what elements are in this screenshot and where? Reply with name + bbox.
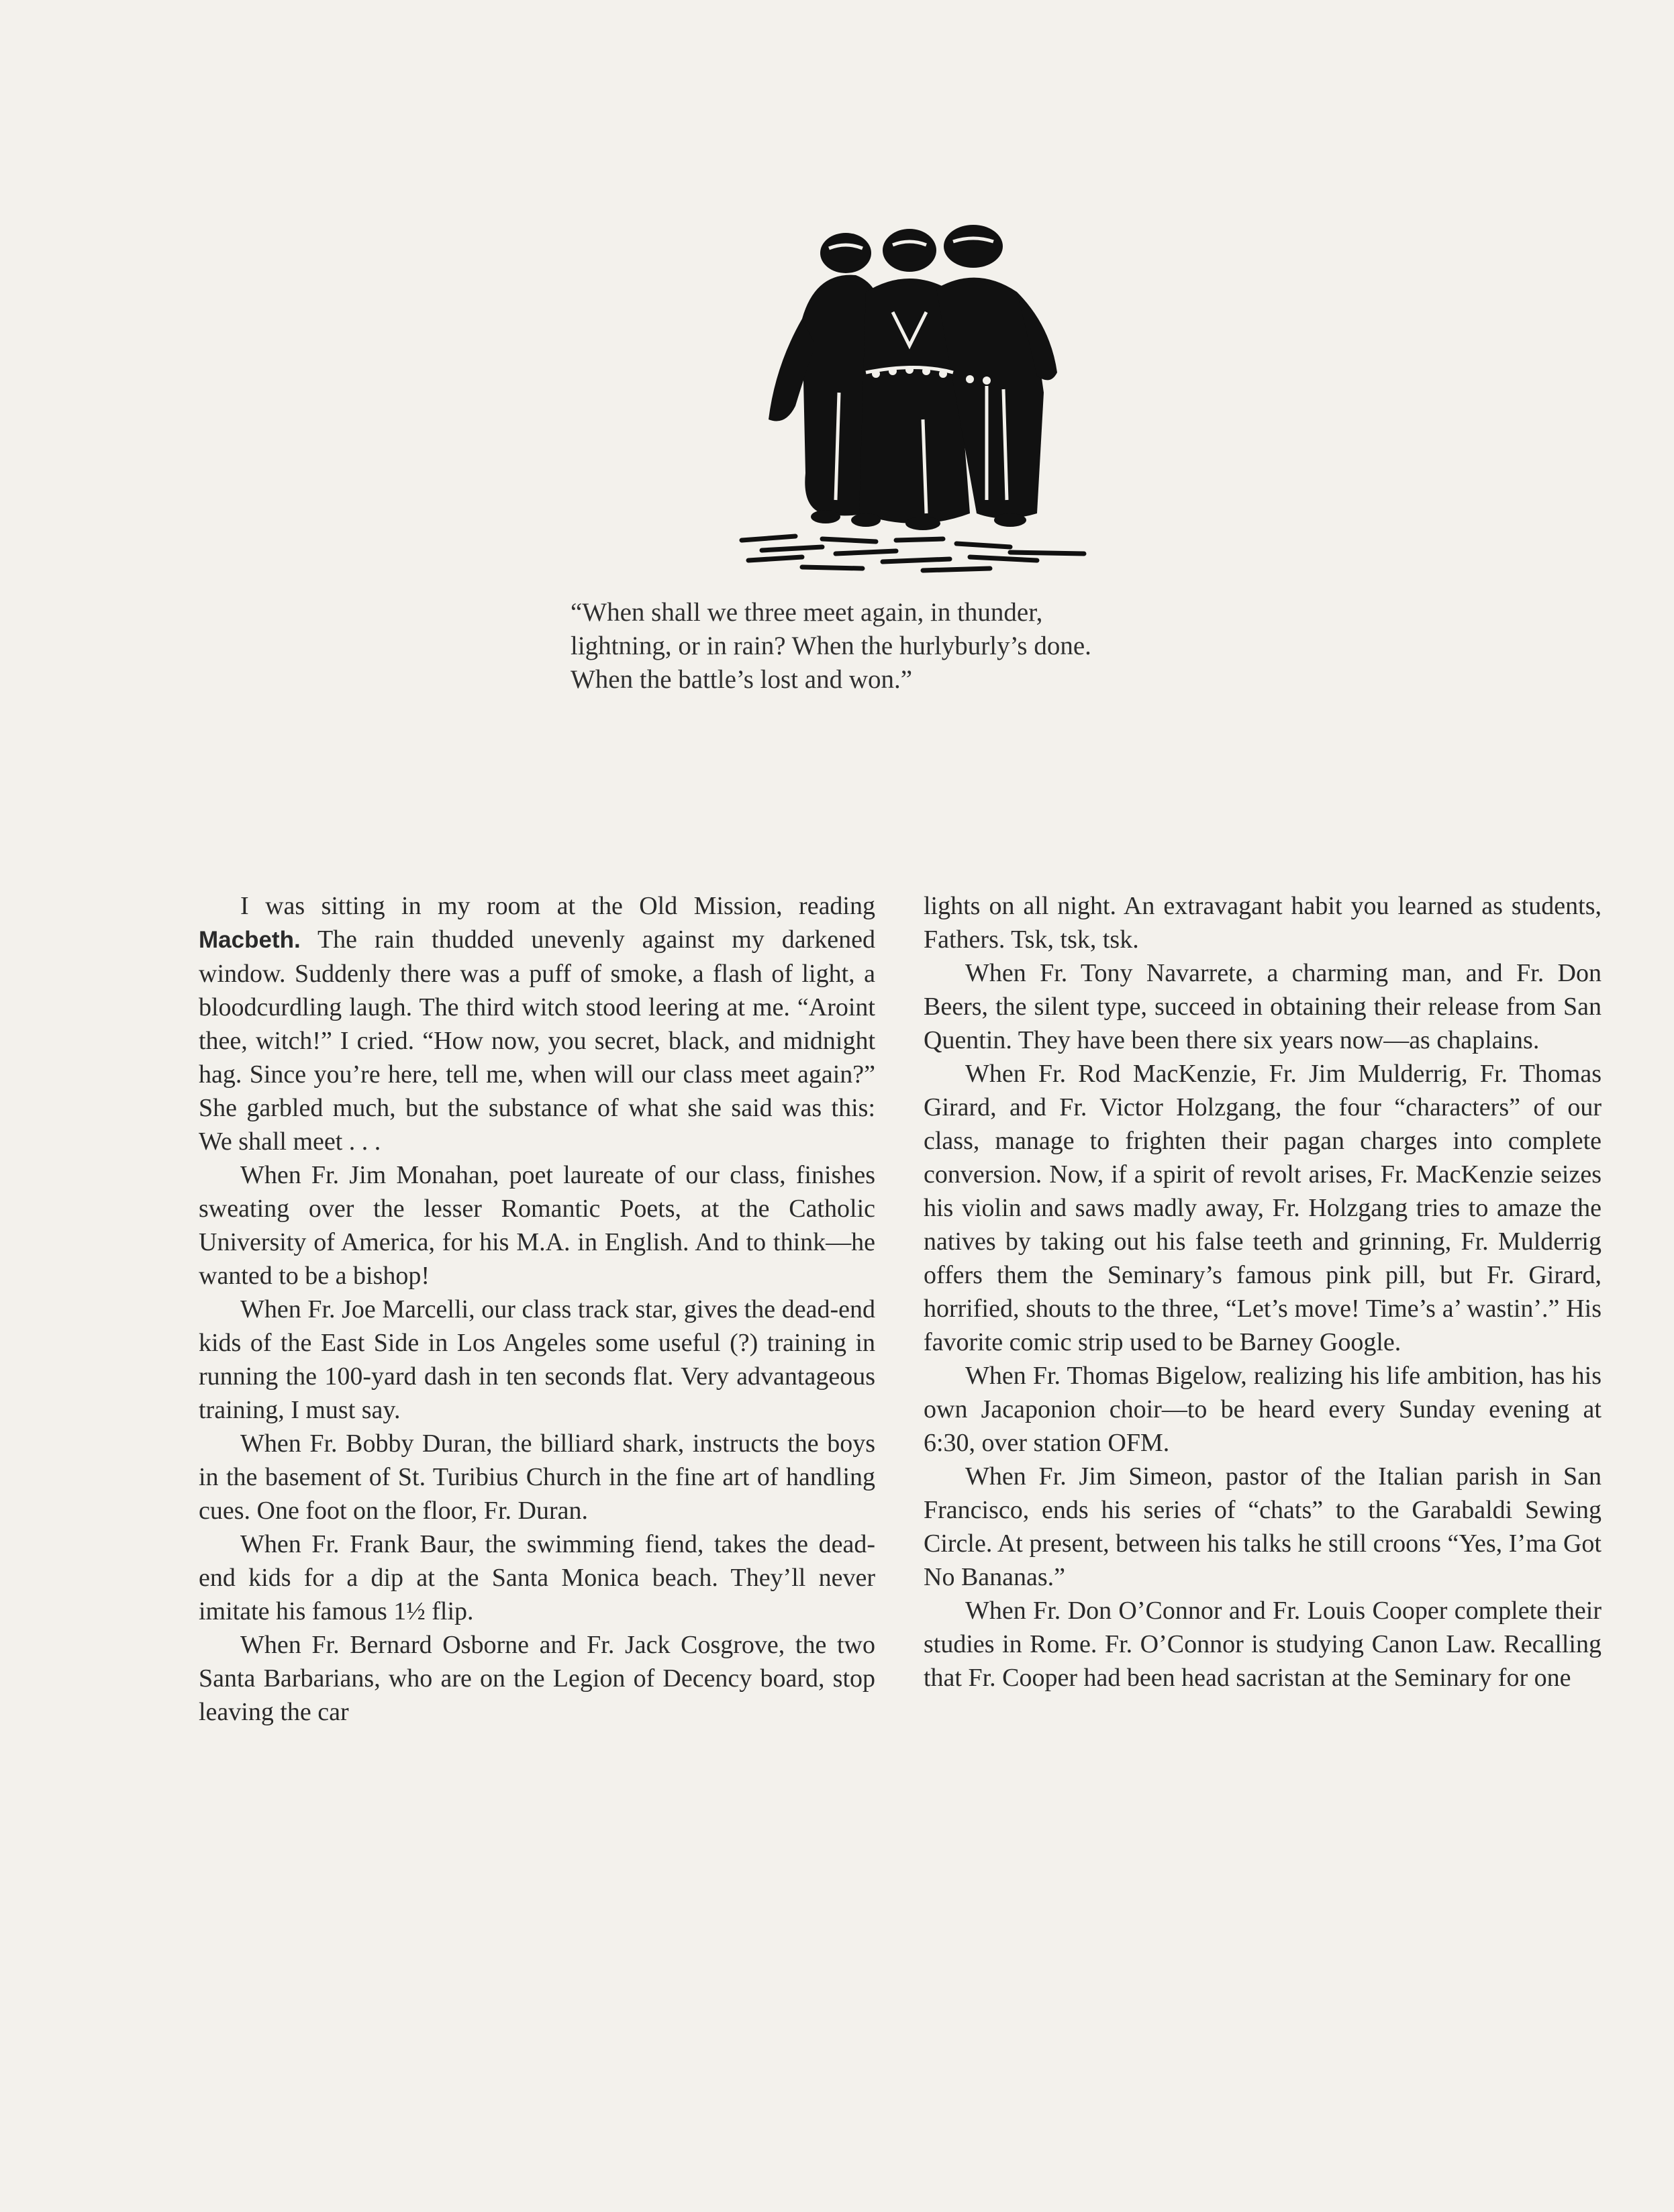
paragraph: When Fr. Bernard Osborne and Fr. Jack Cosgrove, the two Santa Barbarians, who are on the Legion of Decency board, stop leaving the car: [199, 1631, 875, 1726]
three-witches-silhouette-icon: [722, 218, 1097, 581]
epigraph-line: When the battle’s lost and won.”: [571, 665, 913, 694]
paragraph: When Fr. Tony Navarrete, a charming man, and Fr. Don Beers, the silent type, succeed in obtaining their release from San Quentin. They have been there six years now—as chaplains.: [924, 959, 1602, 1054]
paragraph-text: The rain thudded unevenly against my darkened window. Suddenly there was a puff of smoke, a flash of light, a bloodcurdling laugh. The third witch stood leering at me. “Aroint thee, witch!” I cried. “How now, you secret, black, and midnight hag. Since you’re here, tell me, when will our class meet again?” She garbled much, but the substance of what she said was this: We shall meet . . .: [199, 925, 875, 1156]
paragraph: When Fr. Rod MacKenzie, Fr. Jim Mulderrig, Fr. Thomas Girard, and Fr. Victor Holzgang, the four “characters” of our class, manage to frighten their pagan charges into complete conversion. Now, if a spirit of revolt arises, Fr. MacKenzie seizes his violin and saws madly away, Fr. Holzgang tries to amaze the natives by taking out his false teeth and grinning, Fr. Mulderrig offers them the Seminary’s famous pink pill, but Fr. Girard, horrified, shouts to the three, “Let’s move! Time’s a’ wastin’.” His favorite comic strip used to be Barney Google.: [924, 1060, 1602, 1356]
paragraph: lights on all night. An extravagant habit you learned as students, Fathers. Tsk, tsk, tsk.: [924, 892, 1602, 954]
paragraph: When Fr. Bobby Duran, the billiard shark, instructs the boys in the basement of St. Turibius Church in the fine art of handling cues. One foot on the floor, Fr. Duran.: [199, 1429, 875, 1525]
paragraph: [199, 889, 875, 1158]
paragraph-text: I was sitting in my room at the Old Mission, reading: [240, 892, 875, 920]
three-witches-illustration: [722, 218, 1097, 581]
paragraph: When Fr. Jim Simeon, pastor of the Italian parish in San Francisco, ends his series of “chats” to the Garabaldi Sewing Circle. At present, between his talks he still croons “Yes, I’ma Got No Bananas.”: [924, 1462, 1602, 1591]
epigraph-line: lightning, or in rain? When the hurlyburly’s done.: [571, 632, 1091, 660]
paragraph: When Fr. Joe Marcelli, our class track star, gives the dead-end kids of the East Side in Los Angeles some useful (?) training in running the 100-yard dash in ten seconds flat. Very advantageous training, I must say.: [199, 1295, 875, 1424]
epigraph-quote: [571, 596, 1275, 697]
paragraph: When Fr. Jim Monahan, poet laureate of our class, finishes sweating over the lesser Romantic Poets, at the Catholic University of America, for his M.A. in English. And to think—he wanted to be a bishop!: [199, 1161, 875, 1290]
book-title: Macbeth.: [199, 927, 301, 953]
paragraph: When Fr. Thomas Bigelow, realizing his life ambition, has his own Jacaponion choir—to be heard every Sunday evening at 6:30, over station OFM.: [924, 1362, 1602, 1457]
paragraph: When Fr. Don O’Connor and Fr. Louis Cooper complete their studies in Rome. Fr. O’Connor is studying Canon Law. Recalling that Fr. Cooper had been head sacristan at the Seminary for one: [924, 1597, 1602, 1692]
epigraph-line: “When shall we three meet again, in thunder,: [571, 598, 1043, 627]
right-column: [924, 889, 1602, 1695]
paragraph: When Fr. Frank Baur, the swimming fiend, takes the dead-end kids for a dip at the Santa Monica beach. They’ll never imitate his famous 1½ flip.: [199, 1530, 875, 1625]
left-column: [199, 889, 875, 1729]
